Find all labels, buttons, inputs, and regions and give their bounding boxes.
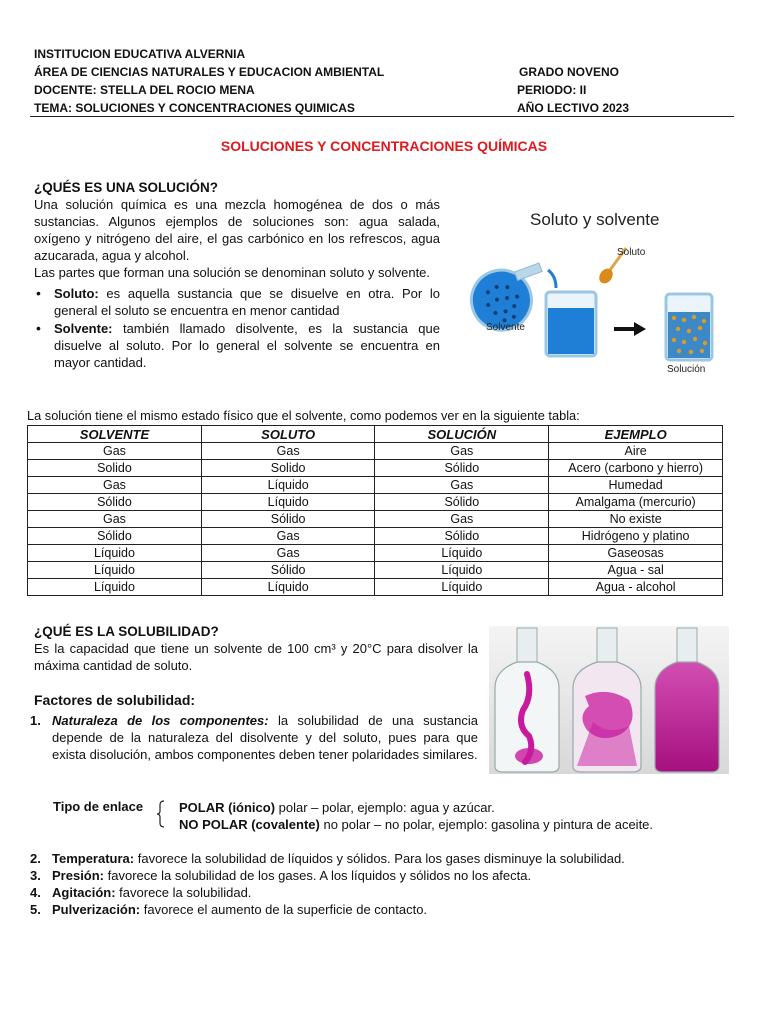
factor-1-term: Naturaleza de los componentes: [52,713,269,728]
factor-1-text: la solubilidad de una sustancia depende de la naturaleza del disolvente y del soluto, pues para que exista disolución, ambos componentes deben tener polaridades similares. [52,713,478,762]
solution-text-block [34,196,440,372]
table-cell: Líquido [375,562,549,579]
factor-number: 5. [30,902,41,917]
table-cell: Gas [201,443,374,460]
solute-solvent-illustration [456,196,732,386]
nonpolar-line [179,816,653,833]
solution-label: Solución [667,364,706,375]
table-cell: Aire [549,443,723,460]
solution-beaker [666,294,712,360]
table-row [28,579,723,596]
soluto-term: Soluto: [54,286,99,301]
list-item-factor-5 [30,901,730,918]
solution-parts-list [34,285,440,371]
table-cell: Sólido [375,528,549,545]
table-row [28,528,723,545]
table-cell: Humedad [549,477,723,494]
factor-text: favorece la solubilidad. [115,885,252,900]
list-item-factor-3 [30,867,730,884]
curly-brace-icon [156,800,166,828]
nonpolar-text: no polar – no polar, ejemplo: gasolina y pintura de aceite. [319,817,654,832]
header-solucion: SOLUCIÓN [375,426,549,443]
factor-number: 3. [30,868,41,883]
solvent-label: Solvente [486,322,525,333]
table-row [28,460,723,477]
header-solvente: SOLVENTE [28,426,202,443]
figure-title: Soluto y solvente [530,210,660,229]
polar-term: POLAR (iónico) [179,800,276,815]
table-cell: Sólido [375,494,549,511]
institution-name: INSTITUCION EDUCATIVA ALVERNIA [34,47,246,61]
table-cell: Agua - sal [549,562,723,579]
factor-number: 2. [30,851,41,866]
factor-list-1 [30,712,478,763]
table-cell: Hidrógeno y platino [549,528,723,545]
table-cell: Gas [375,477,549,494]
table-cell: Líquido [201,579,374,596]
solution-definition: Una solución química es una mezcla homogénea de dos o más sustancias. Algunos ejemplos de soluciones son: agua salada, oxígeno y nitrógeno del aire, el gas carbónico en los refrescos, agua azucarada, agua y alcohol. [34,197,440,263]
table-row [28,545,723,562]
polar-line [179,799,495,816]
table-cell: Agua - alcohol [549,579,723,596]
list-item-factor-2 [30,850,730,867]
period-label: PERIODO: II [517,83,587,97]
year-label: AÑO LECTIVO 2023 [517,101,630,115]
factor-term: Pulverización: [52,902,141,917]
table-cell: Líquido [375,579,549,596]
list-item-solvente [34,320,440,371]
table-row [28,511,723,528]
table-cell: Gas [28,511,202,528]
solution-parts: Las partes que forman una solución se denominan soluto y solvente. [34,265,431,280]
table-cell: Gas [201,545,374,562]
header-divider [30,116,734,117]
table-cell: Líquido [201,494,374,511]
factor-list-2-5 [30,850,730,918]
table-row [28,494,723,511]
list-item-factor-1 [30,712,478,763]
table-row [28,477,723,494]
table-cell: Gas [201,528,374,545]
bond-type-label: Tipo de enlace [53,799,144,814]
table-row [28,562,723,579]
table-intro: La solución tiene el mismo estado físico que el solvente, como podemos ver en la siguiente tabla: [27,408,580,423]
teacher-name: DOCENTE: STELLA DEL ROCIO MENA [34,83,255,97]
table-cell: Solido [28,460,202,477]
table-cell: Gas [28,443,202,460]
factor-term: Agitación: [52,885,116,900]
header-ejemplo: EJEMPLO [549,426,723,443]
states-table-wrapper [27,425,723,596]
middle-beaker [546,292,596,356]
table-cell: Gas [375,511,549,528]
list-item-factor-4 [30,884,730,901]
table-cell: Sólido [28,528,202,545]
solute-label: Soluto [617,247,646,258]
table-cell: No existe [549,511,723,528]
table-cell: Líquido [28,579,202,596]
factor-term: Temperatura: [52,851,135,866]
table-cell: Gas [375,443,549,460]
table-cell: Sólido [201,511,374,528]
soluto-definition: es aquella sustancia que se disuelve en otra. Por lo general el soluto se encuentra en menor cantidad [54,286,440,318]
table-cell: Solido [201,460,374,477]
table-cell: Líquido [28,562,202,579]
table-cell: Gaseosas [549,545,723,562]
solute-solvent-figure [456,196,732,386]
states-table [27,425,723,596]
table-cell: Amalgama (mercurio) [549,494,723,511]
factor-1 [30,712,478,763]
factor-text: favorece la solubilidad de los gases. A los líquidos y sólidos no los afecta. [104,868,532,883]
polar-text: polar – polar, ejemplo: agua y azúcar. [275,800,495,815]
section-heading-solution: ¿QUÉS ES UNA SOLUCIÓN? [34,180,219,195]
table-cell: Líquido [201,477,374,494]
area-name: ÁREA DE CIENCIAS NATURALES Y EDUCACION AMBIENTAL [34,65,385,79]
table-cell: Acero (carbono y hierro) [549,460,723,477]
table-cell: Gas [28,477,202,494]
factors-2-5 [30,850,730,918]
table-row [28,443,723,460]
dye-bottles-photo [489,626,729,774]
solvente-term: Solvente: [54,321,113,336]
factors-heading: Factores de solubilidad: [34,692,196,708]
table-cell: Líquido [28,545,202,562]
factor-number: 4. [30,885,41,900]
dye-bottles-illustration [489,626,729,774]
factor-text: favorece la solubilidad de líquidos y sólidos. Para los gases disminuye la solubilidad. [134,851,625,866]
solvente-definition: también llamado disolvente, es la sustancia que disuelve al soluto. Por lo general el solvente se encuentra en mayor cantidad. [54,321,440,370]
table-cell: Sólido [375,460,549,477]
topic-label: TEMA: SOLUCIONES Y CONCENTRACIONES QUIMICAS [34,101,355,115]
nonpolar-term: NO POLAR (covalente) [179,817,320,832]
table-cell: Sólido [28,494,202,511]
table-cell: Sólido [201,562,374,579]
factor-number: 1. [30,713,41,728]
factor-text: favorece el aumento de la superficie de contacto. [140,902,428,917]
solubility-definition: Es la capacidad que tiene un solvente de 100 cm³ y 20°C para disolver la máxima cantidad de soluto. [34,641,478,673]
list-item-soluto [34,285,440,319]
page-title: SOLUCIONES Y CONCENTRACIONES QUÍMICAS [220,138,548,154]
table-header-row [28,426,723,443]
table-cell: Líquido [375,545,549,562]
factor-term: Presión: [52,868,105,883]
header-soluto: SOLUTO [201,426,374,443]
grade-label: GRADO NOVENO [519,65,620,79]
section-heading-solubility: ¿QUÉ ES LA SOLUBILIDAD? [34,624,219,639]
